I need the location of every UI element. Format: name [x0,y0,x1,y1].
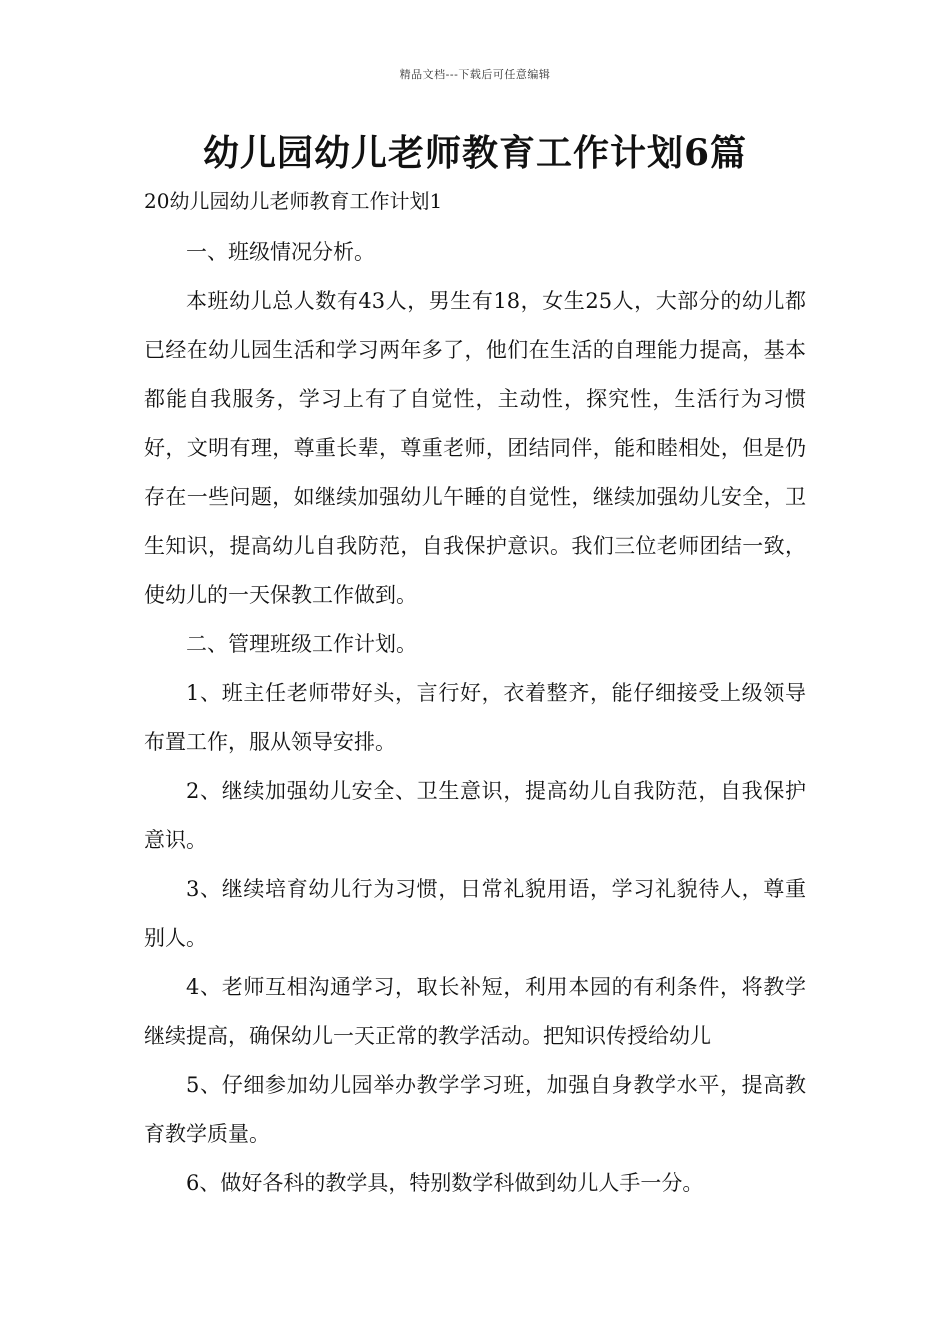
document-body [144,228,806,1208]
header-note: 精品文档---下载后可任意编辑 [399,68,551,81]
paragraph-item-3: 3、继续培育幼儿行为习惯，日常礼貌用语，学习礼貌待人，尊重别人。 [144,877,806,950]
paragraph-class-analysis: 本班幼儿总人数有43人，男生有18，女生25人，大部分的幼儿都已经在幼儿园生活和学习两年多了，他们在生活的自理能力提高，基本都能自我服务，学习上有了自觉性，主动性，探究性，生活行为习惯好，文明有理，尊重长辈，尊重老师，团结同伴，能和睦相处，但是仍存在一些问题，如继续加强幼儿午睡的自觉性，继续加强幼儿安全，卫生知识，提高幼儿自我防范，自我保护意识。我们三位老师团结一致，使幼儿的一天保教工作做到。 [144,289,806,607]
paragraph-class-analysis-heading: 一、班级情况分析。 [186,240,375,264]
paragraph-management-heading: 二、管理班级工作计划。 [186,632,417,656]
paragraph-item-5: 5、仔细参加幼儿园举办教学学习班，加强自身教学水平，提高教育教学质量。 [144,1073,806,1146]
paragraph-item-1: 1、班主任老师带好头，言行好，衣着整齐，能仔细接受上级领导布置工作，服从领导安排。 [144,681,806,754]
document-title: 幼儿园幼儿老师教育工作计划6篇 [202,132,748,174]
section-subtitle: 20幼儿园幼儿老师教育工作计划1 [144,189,443,213]
paragraph-item-4: 4、老师互相沟通学习，取长补短，利用本园的有利条件，将教学继续提高，确保幼儿一天正常的教学活动。把知识传授给幼儿 [144,975,806,1048]
paragraph-item-2: 2、继续加强幼儿安全、卫生意识，提高幼儿自我防范，自我保护意识。 [144,779,806,852]
paragraph-item-6: 6、做好各科的教学具，特别数学科做到幼儿人手一分。 [186,1171,704,1195]
